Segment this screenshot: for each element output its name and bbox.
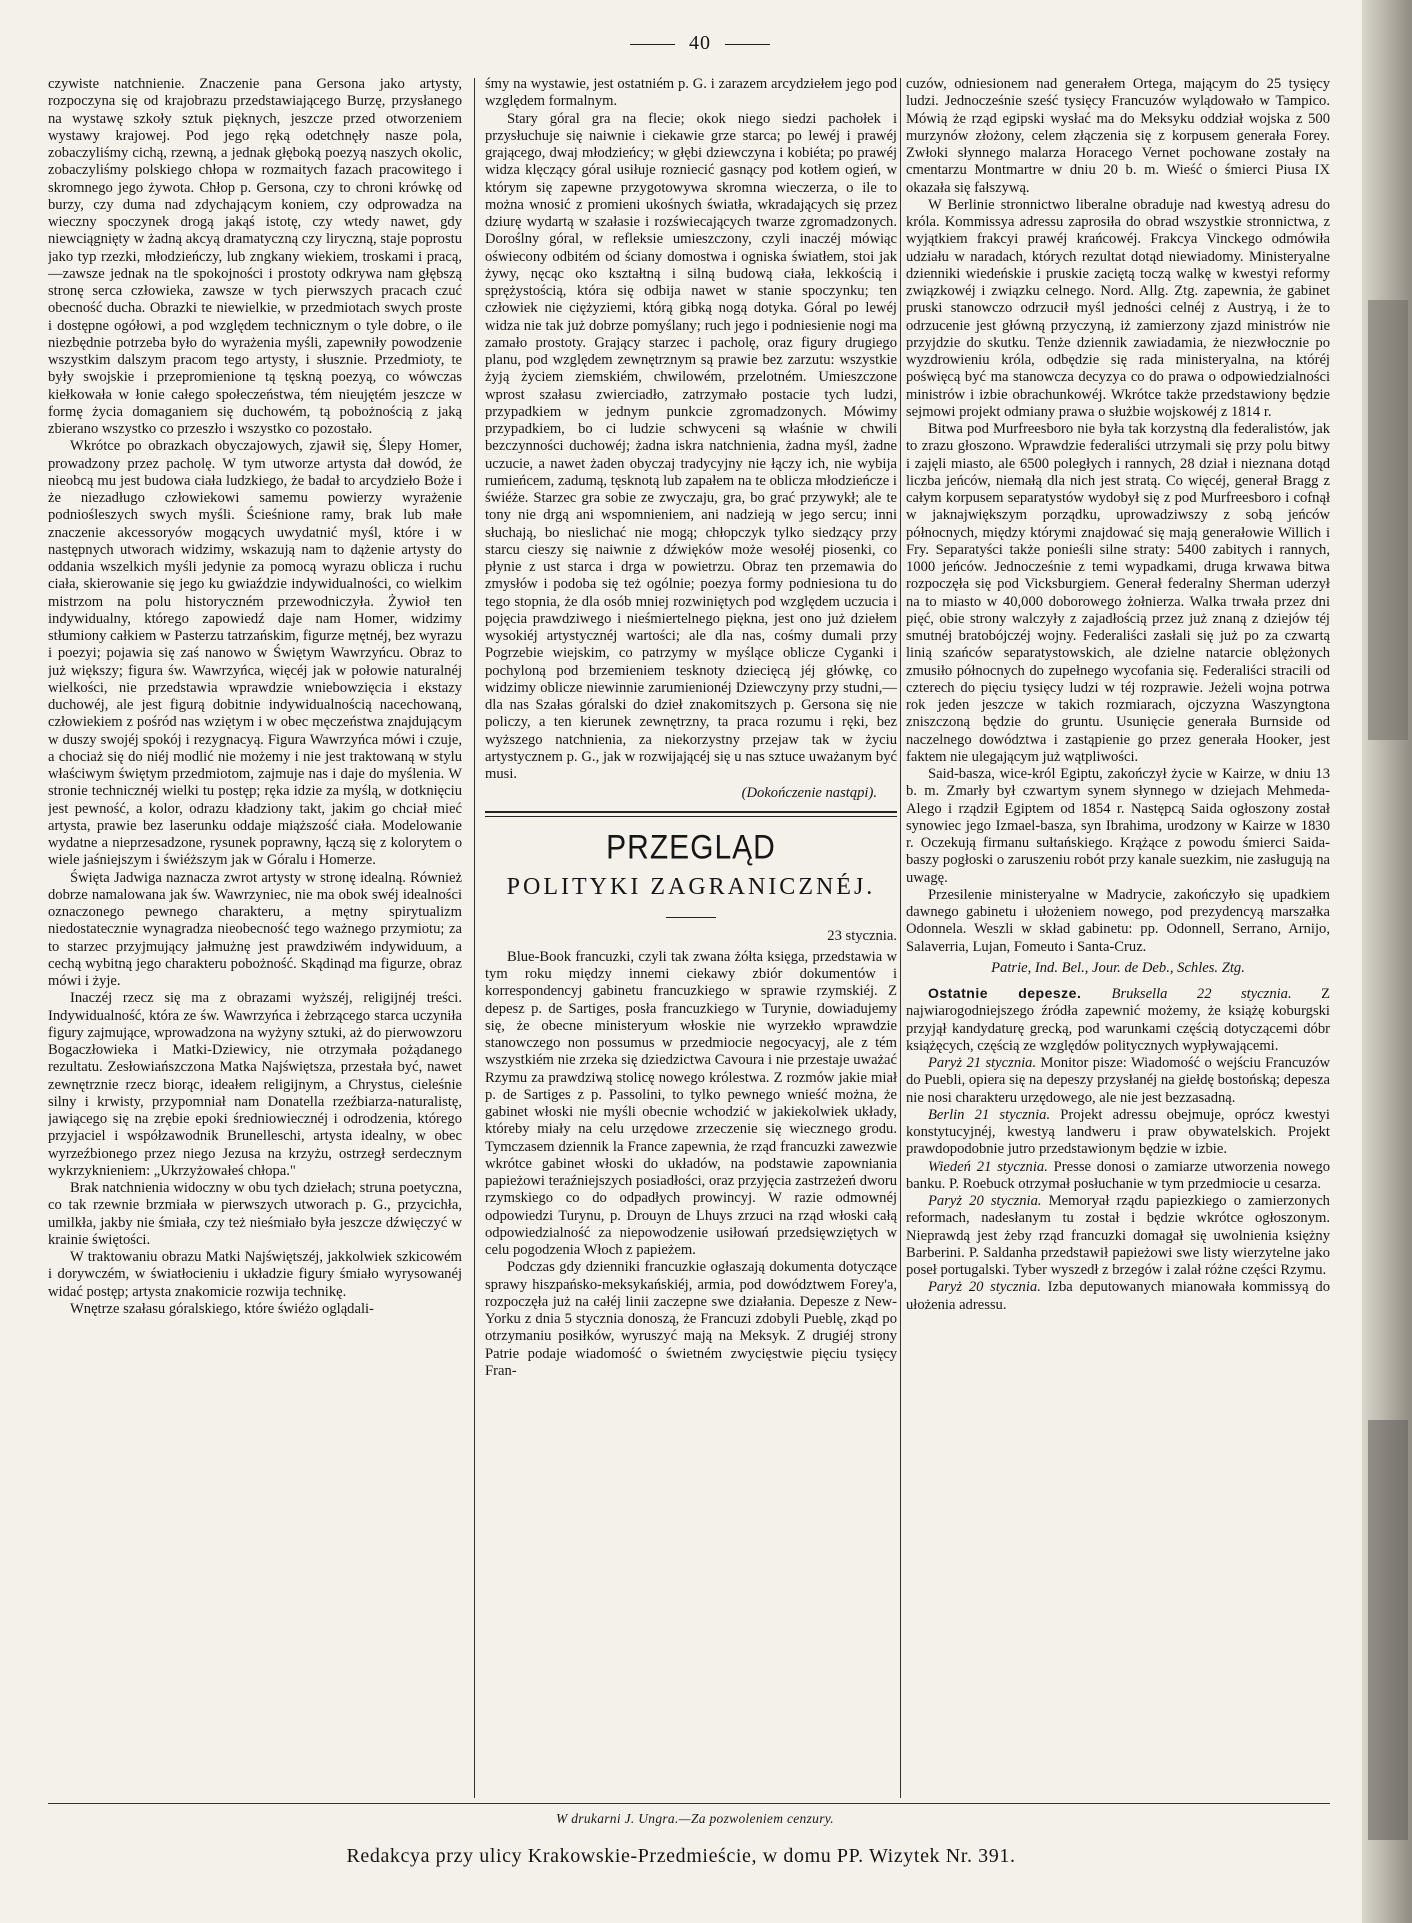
paragraph: Święta Jadwiga naznacza zwrot artysty w stronę idealną. Również dobrze namalowana jak św. Wawrzyniec, nie ma obok swéj idealności oznaczonego pewnego charakteru, a mętny spirytualizm niedostatecznie wynagradza nieobecność tego ważnego przymiotu; za to starzec przyjmujący jałmużnę jest prawdziwém indywiduum, a cechą wybitną jego charakteru pobożność. Skądinąd ma figurze, obraz mówi i żyje. [48, 869, 462, 989]
dispatch [906, 1107, 1330, 1159]
article-continuation [485, 76, 897, 783]
section-divider [485, 811, 897, 817]
dateline: 23 stycznia. [827, 927, 897, 944]
paragraph: Bitwa pod Murfreesboro nie była tak korzystną dla federalistów, jak to zrazu głoszono. Wprawdzie federaliści utrzymali się przy polu bitwy i zajęli miasto, ale 6500 poległych i rannych, 28 dział i nieznana dotąd liczba jeńców, niemałą dla nich jest stratą. Co więcéj, generał Bragg z całym korpusem separatystów wydobył się z pod Murfreesboro i cofnął w jaknajwiększym porządku, uprowadziwszy z sobą jeńców północnych, między którymi znajdować się mają generałowie Willich i Fry. Separatyści także ponieśli silne straty: 5400 zabitych i rannych, 1000 jeńców. Jednocześnie z temi wypadkami, druga krwawa bitwa rozpoczęła się pod Vicksburgiem. Generał federalny Sherman uderzył na to miasto w 40,000 doborowego żołnierza. Walka trwała przez dni pięć, obie strony walczyły z zajadłością przez już znaną z dziejów téj smutnéj bratobójczéj wojny. Federaliści zasłali się już po za czwartą linią szańców separatystowskich, ale dzielne natarcie oblężonych zmusiło północnych do zupełnego wycofania się. Federaliści stracili od czterech do pięciu tysięcy ludzi w téj rozprawie. Jeżeli wojna potrwa rok jeden jeszcze w takich rozmiarach, ojczyzna Waszyngtona zniszczoną będzie do gruntu. Usunięcie generała Burnside od naczelnego dowództwa i zastąpienie go przez generała Hooker, jest faktem nie ulegającym już wątpliwości. [906, 421, 1330, 765]
adjacent-page-illustration [1368, 300, 1408, 740]
dispatch-text: Z najwiarogodniejszego źródła zapewnić możemy, że książę koburgski przyjął kandydaturę grecką, pod warunkami częścią dotyczącemi dóbr książęcych, częścią ze względów politycznych wypływającemi. [906, 986, 1330, 1054]
latest-dispatches [906, 985, 1330, 1314]
dispatch-text: Monitor pisze: Wiadomość o wejściu Francuzów do Puebli, opiera się na depeszy przysłanéj na giełdę bostońską; depesza nie nosi charakteru urzędowego, ale nie jest bezzasadną. [906, 1055, 1330, 1106]
section-title: PRZEGLĄD [606, 827, 776, 866]
short-divider [666, 917, 716, 918]
paragraph: W traktowaniu obrazu Matki Najświętszéj, jakkolwiek szkicowém i dorywczém, w światłocieniu i układzie figury śmiało wyrysowanéj widać postęp; artysta znakomicie rozwija technikę. [48, 1249, 462, 1300]
paragraph: Przesilenie ministeryalne w Madrycie, zakończyło się upadkiem dawnego gabinetu i ułożeniem nowego, pod prezydencyą marszałka Odonnela. Weszli w skład gabinetu: pp. Odonnell, Serrano, Arnijo, Salaverria, Lujan, Fomeuto i Santa-Cruz. [906, 886, 1330, 955]
paragraph: Brak natchnienia widoczny w obu tych dziełach; struna poetyczna, co tak rzewnie brzmiała w pierwszych utworach p. G., przycichła, umilkła, jakby nie śmiała, czy też nieśmiało była jeszcze dźwięczyć w krainie świętości. [48, 1180, 462, 1248]
politics-review-continued [906, 76, 1330, 956]
paragraph: Blue-Book francuzki, czyli tak zwana żółta księga, przedstawia w tym roku między innemi ciekawy zbiór dokumentów i korrespondencyj gabinetu francuzkiego w sprawie rzymskiéj. Z depesz p. de Sartiges, posła francuzkiego w Turynie, dowiadujemy się, że obecne ministeryum włoskie nie wyrzekło wprawdzie stanowczego non possumus w przedmiocie negocyacyj, ale z tém wszystkiém nie zrzeka się dziedzictwa Cavoura i nie przestaje uważać Rzymu za prawdziwą stolicę nowego królestwa. Z rozmów jakie miał p. de Sartiges z p. Passolini, to tylko pewnego wnieść można, że gabinet włoski nie myśli obecnie wchodzić w jakiekolwiek układy, któreby miały na celu urzędowe zrzeczenie się wiecznego grodu. Tymczasem dziennik la France zapewnia, że rząd francuzki zawezwie wkrótce gabinet włoski do układów, na podstawie zapowniania papieżowi teraźniejszych posiadłości, oraz przyjęcia zastrzeżeń dworu rzymskiego co do odpadłych prowincyj. W razie odmownéj odpowiedzi Turynu, p. Drouyn de Lhuys zrzuci na rząd włoski całą odpowiedzialność za niepowodzenie usiłowań przedsięwziętych w celu pogodzenia Włoch z papieżem. [485, 948, 897, 1258]
paragraph: Podczas gdy dzienniki francuzkie ogłaszają dokumenta dotyczące sprawy hiszpańsko-meksykańskiéj, armia, pod dowództwem Forey'a, rozpoczęła już na całéj linii zaczepne swe działania. Depesze z New-Yorku z dnia 5 stycznia donoszą, że Francuzi zdobyli Pueblę, zkąd po otrzymaniu posiłków, wyruszyć mają na Meksyk. Z drugiéj strony Patrie podaje wiadomość o świetném zwycięstwie pięciu tysięcy Fran- [485, 1259, 897, 1379]
column-divider [900, 78, 901, 1798]
dispatch-heading: Ostatnie depesze. [928, 985, 1112, 1001]
dispatch-text: Presse donosi o zamiarze utworzenia nowego banku. P. Roebuck otrzymał posłuchanie w tym przedmiocie u cesarza. [906, 1158, 1330, 1192]
dispatch-dateline: Paryż 21 stycznia. [928, 1055, 1037, 1071]
dispatch-text: Projekt adressu obejmuje, oprócz kwestyi konstytucyjnéj, kwestyą landweru i praw obywatelskich. Projekt prawdopodobnie jutro przedstawionym będzie w izbie. [906, 1106, 1330, 1158]
page-number: 40 [600, 32, 800, 55]
dispatch [906, 1279, 1330, 1314]
sources-line: Patrie, Ind. Bel., Jour. de Deb., Schles. Ztg. [991, 959, 1245, 976]
paragraph: Said-basza, wice-król Egiptu, zakończył życie w Kairze, w dniu 13 b. m. Zmarły był czwartym synem słynnego w dziejach Mehmeda-Alego i rządził Egiptem od 1854 r. Następcą Saida ogłoszony został synowiec jego Izmael-basza, syn Ibrahima, urodzony w Kairze w 1830 r. Oczekują firmanu sułtańskiego. Krążące z powodu śmierci Saida-baszy pogłoski o zaruszeniu robót przy kanale suezkim, nie zasługują na uwagę. [906, 766, 1330, 886]
dispatch-dateline: Paryż 20 stycznia. [928, 1279, 1041, 1296]
paragraph: W Berlinie stronnictwo liberalne obraduje nad kwestyą adresu do króla. Kommissya adressu zaprosiła do obrad wszystkie stronnictwa, z wyjątkiem frakcyi prawéj krańcowéj. Frakcya Vinckego odmówiła udziału w naradach, których rezultat dotąd niewiadomy. Ministeryalne dzienniki wiedeńskie i pruskie zaciętą toczą walkę w kwestyi reformy związkowéj i związku celnego. Nord. Allg. Ztg. zapewnia, że gabinet pruski stanowczo odrzucił myśl jedności celnéj z Austryą, i że to odrzucenie jest główną przyczyną, iż zamierzony zjazd ministrów nie przyjdzie do skutku. Tenże dziennik zawiadamia, że niezwłocznie po wyzdrowieniu króla, odbędzie się rada ministeryalna, na któréj poświęcą być ma stanowcza decyzya co do prawa o odpowiedzialności ministrów i izbie obrachunkowéj. Wkrótce także przedstawiony będzie sejmowi projekt odmiany prawa o służbie wojskowéj z 1814 r. [906, 196, 1330, 420]
dispatch-text: Memoryał rządu papiezkiego o zamierzonych reformach, nadesłanym tu został i będzie wkrótce ogłoszonym. Nieprawdą jest żeby rząd francuzki domagał się uwolnienia księżny Barberini. P. Saldanha przedstawił papieżowi swe listy wierzytelne jako poseł portugalski. Tyber wyszedł z brzegów i zalał różne części Rzymu. [906, 1193, 1330, 1278]
paragraph: Stary góral gra na flecie; okok niego siedzi pachołek i przysłuchuje się naiwnie i ciekawie grze starca; po lewéj i prawéj grającego, dwaj młodzieńcy; w głębi dziewczyna i kobiéta; po prawéj widza klęczący góral usiłuje rozniecić gasnący pod kotłem ogień, w którym się zapewne przygotowywa skromna wieczerza, o ile to można wnosić z promieni ukośnych światła, wkradających się przez dziurę wydartą w szałasie i rozświecających twarze zgromadzonych. Doroślny góral, w refleksie umieszczony, czyli inaczéj mówiąc oświecony odbitém od ściany domostwa i ogniska światłem, stoi jak żywy, nęcąc oko kształtną i silną budową ciała, lekkością i sprężystością, która się odbija nawet w stanie spoczynku; ten człowiek nie ciężyziemi, którą gibką nogą dotyka. Góral po lewéj widza nie tak już dobrze pomyślany; ruch jego i podniesienie nogi ma zamało prostoty. Grający starzec i pacholę, oraz figury drugiego planu, pod względem zewnętrznym są prawie bez zarzutu: wszystkie żyją życiem ziemskiém, chwilowém, przelotném. Umieszczone wprost szałasu zwierciadło, zatrzymało postacie tych ludzi, przypadkiem w jednym punkcie zgromadzonych. Mówimy przypadkiem, bo ci ludzie schwyceni są właśnie w chwili bezczynności duchowéj; żadna iskra natchnienia, żadna myśl, żadne uczucie, a nawet żaden obyczaj tradycyjny nie łączy ich, nie wybija rumieńcem, zadumą, tęsknotą lub zapałem na te oblicza młodzieńcze i świéże. Starzec gra sobie ze zwyczaju, gra, bo grać przywykł; ale te tony nie drgą ani wspomnieniem, ani nadzieją w jego sercu; inni słuchają, bo nieslichać nie mogą; chłopczyk tylko siedzący przy starcu cieszy się naiwnie z dźwięków może wesołéj piosenki, co płynie z ust starca i drga w powietrzu. Obraz ten przemawia do zmysłów i podoba się też ogólnie; poezya formy podniesiona tu do tego stopnia, że dla osób mniej rozwiniętych pod względem uczucia i pojęcia prawdziwego i nieśmiertelnego piękna, jest ono już dziełem wysokiéj artystycznéj wartości; ale dla nas, cośmy dumali przy Pogrzebie wiejskim, co patrzymy w myślące oblicze Cyganki i pochyloną pod brzemieniem tesknoty dziecięcą jéj główkę, co widzimy oblicze niewinnie zarumienionéj Dziewczyny przy studni,—dla nas Szałas góralski do dzieł znakomitszych p. Gersona się nie policzy, a ten kierunek zewnętrzny, ta praca rozumu i ręki, bez wyższego natchnienia, za niekorzystny przejaw tak w życiu artystycznem p. G., jak w rozwijającéj się u nas sztuce uważanym być musi. [485, 110, 897, 782]
column-middle [485, 76, 897, 1806]
column-divider [474, 78, 475, 1798]
dispatch-text: Izba deputowanych mianowała kommissyą do ułożenia adressu. [906, 1279, 1330, 1313]
dispatch [906, 1159, 1330, 1194]
paragraph: Wnętrze szałasu góralskiego, które świéżo oglądali- [70, 1300, 374, 1317]
dispatch-dateline: Bruksella 22 stycznia. [1111, 986, 1292, 1002]
editorial-address: Redakcya przy ulicy Krakowskie-Przedmieście, w domu PP. Wizytek Nr. 391. [346, 1845, 1016, 1867]
adjacent-page-illustration [1368, 1420, 1408, 1840]
continuation-note: (Dokończenie nastąpi). [741, 785, 877, 802]
paragraph: cuzów, odniesionem nad generałem Ortega, mającym do 25 tysięcy ludzi. Jednocześnie sześć tysięcy Francuzów wylądowało w Tampico. Mówią że rząd egipski wysłać ma do Meksyku oddział wojska z 500 murzynów złożony, celem złączenia się z korpusem generała Forey. Zwłoki słynnego malarza Horacego Vernet pochowane zostały na cmentarzu Montmartre w dniu 20 b. m. Wieść o śmierci Piusa IX okazała się fałszywą. [906, 76, 1330, 196]
paragraph: Wkrótce po obrazkach obyczajowych, zjawił się, Ślepy Homer, prowadzony przez pacholę. W tym utworze artysta dał dowód, że nieobcą mu jest budowa ciała ludzkiego, że badał to arcydzieło Boże i że niezadługo człowiekowi samemu powierzy wyrażenie podniośleszych swych myśli. Ścieśnione ramy, brak lub małe znaczenie akcessoryów mogących uwydatnić myśl, które i w następnych utworach widzimy, wskazują nam to dążenie artysty do oddania wszelkich myśli jedynie za pomocą wyrazu oblicza i ruchu ciała, skierowanie się jego ku gwiaździe indywidualności, co wielkim mistrzom na polu historyczném przewodniczyła. Żywioł ten indywidualny, którego zapowiedź daje nam Homer, widzimy stłumiony całkiem w Pasterzu tatrzańskim, figurze mętnéj, bez wyrazu i poezyi; pojawia się zaś nanowo w Świętym Wawrzyńcu. Obraz to już większy; figura św. Wawrzyńca, więcéj jak w połowie naturalnéj wielkości, nie przedstawia wprawdzie wniebowzięcia i ekstazy duchowéj, ale jest figurą dobitnie indywidualnością nacechowaną, człowiekiem z pośród nas wziętym i w obec męczeństwa znajdującym w duszy swojéj spokój i rezygnacyą. Figura Wawrzyńca mówi i czuje, a chociaż się do niéj modlić nie możemy i nie jest traktowaną w stylu właściwym świętym przedmiotom, zajmuje nas i daje do myślenia. W stronie technicznéj wielki tu postęp; ręka idzie za myślą, w dotknięciu jest pewność, a kolor, odrazu kładziony takt, jakim go chciał mieć artysta, prawie bez laserunku oddaje miąższość ciała. Modelowanie wydatne a nieprzesadzone, rysunek poprawny, łączą się z kolorytem o wiele jaśniejszym i świéższym jak w Góralu i Homerze. [48, 438, 462, 869]
dispatch [906, 1055, 1330, 1107]
adjacent-page-edge [1362, 0, 1412, 1923]
column-right [906, 76, 1330, 1806]
printer-line: W drukarni J. Ungra.—Za pozwoleniem cenzury. [556, 1811, 834, 1826]
dispatch [906, 1193, 1330, 1279]
section-subtitle: POLITYKI ZAGRANICZNÉJ. [506, 873, 876, 900]
dispatch-dateline: Berlin 21 stycznia. [928, 1106, 1051, 1123]
paragraph: czywiste natchnienie. Znaczenie pana Gersona jako artysty, rozpoczyna się od krajobrazu przedstawiającego Burzę, przysłanego na wystawę szkoły sztuk pięknych, jeszcze przed otworzeniem wystawy krajowej. Pod jego ręką odetchnęły nasze pola, zobaczyliśmy cichą, rzewną, a jednak głęboką poezyą naszych okolic, zobaczyliśmy polskiego chłopa w rozmaitych fazach pracowitego i skromnego jego żywota. Chłop p. Gersona, czy to chroni krówkę od burzy, czy duma nad zdychającym koniem, czy odprowadza na wieczny spoczynek drogą jakąś istotę, czy wtedy nawet, gdy niewciągnięty w żadną akcyą dramatyczną czy liryczną, staje poprostu jako typ rzezki, młodzieńczy, lub zngkany wiekiem, troskami i pracą,—zawsze jednak na tle spokojności i prostoty odkrywa nam głębszą stronę serca człowieka, zawsze w tych pierwszych pracach czuć obecność ducha. Obrazki te niewielkie, w przedmiotach swych proste i dostępne ogółowi, a pod względem technicznym o tyle dobre, o ile niezbędnie potrzeba było do wyrażenia myśli, zapewniły powodzenie wszystkim dalszym pracom tego artysty, i słusznie. Przedmioty, te były swojskie i przepromienione tą tęskną poezyą, co wówczas kiełkowała w łonie całego społeczeństwa, tém nieujętém jeszcze w formę życia domaganiem się duchowém, tą pobożnością z jaką zbierano wszystko co przeszło i wszystko co pozostało. [48, 76, 462, 437]
column-left [48, 76, 462, 1806]
dispatch-dateline: Wiedeń 21 stycznia. [928, 1158, 1048, 1175]
dispatch-dateline: Paryż 20 stycznia. [928, 1193, 1042, 1209]
dispatch [906, 985, 1330, 1055]
paragraph: śmy na wystawie, jest ostatniém p. G. i zarazem arcydziełem jego pod względem formalnym. [485, 76, 897, 110]
footer-rule [48, 1803, 1330, 1804]
paragraph: Inaczéj rzecz się ma z obrazami wyższéj, religijnéj treści. Indywidualność, która ze św. Wawrzyńca i żebrzącego starca uczyniła figury zajmujące, wprowadzona na wyżyny sztuki, aż do pierwowzoru Bogaczłowieka i Matki-Dziewicy, nie otrzymała pożądanego rezultatu. Zesłowiańszczona Matka Najświętsza, przestała być, nawet zewnętrznie rzecz biorąc, ideałem religijnym, a Chrystus, cieleśnie silny i krwisty, przypomniał nam Donatella rzeźbiarza-naturalistę, jawiącego się na zrębie epoki średniowiecznéj i odrodzenia, którego przyjaciel i współzawodnik Brunelleschi, artysta idealny, w obec wyrzeźbionego przez niego Jezusa na krzyżu, ostrzegł serdecznym wykrzyknieniem: „Ukrzyżowałeś chłopa." [48, 990, 462, 1179]
politics-review [485, 949, 897, 1380]
